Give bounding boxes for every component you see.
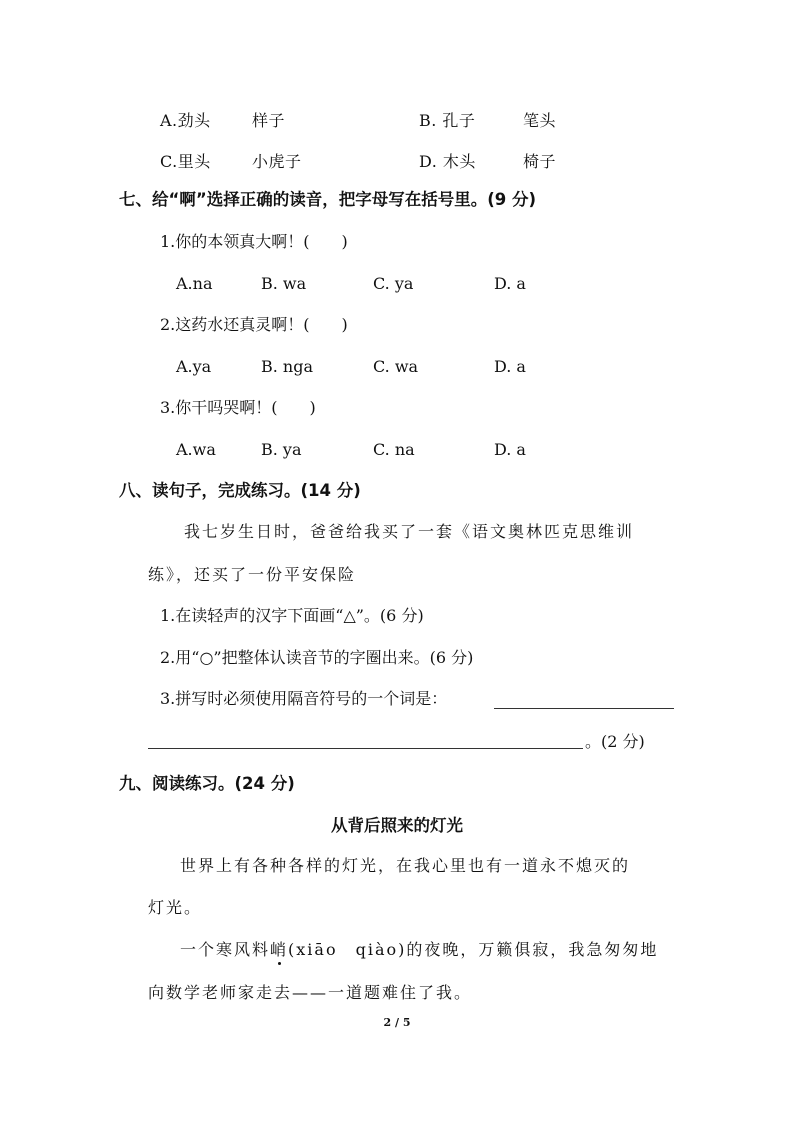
- s7-q3-option-b: B. ya: [261, 440, 302, 459]
- s9-passage-p1-line-2: 灯光。: [148, 898, 203, 917]
- s8-question-1: 1.在读轻声的汉字下面画“△”。(6 分): [160, 606, 424, 625]
- s7-q2-option-c: C. wa: [373, 357, 419, 376]
- s7-q1-option-c: C. ya: [373, 274, 414, 293]
- s7-q1-option-b: B. wa: [261, 274, 307, 293]
- s8-question-2: 2.用“○”把整体认读音节的字圈出来。(6 分): [160, 648, 474, 667]
- s9-passage-p1-line-1: 世界上有各种各样的灯光，在我心里也有一道永不熄灭的: [180, 856, 631, 875]
- emphasis-dot-char: 峭: [270, 940, 289, 959]
- passage-title: 从背后照来的灯光: [331, 816, 463, 835]
- s9-passage-p2-line-1: [180, 940, 658, 960]
- s7-question-3: 3.你干吗哭啊！( ): [160, 398, 316, 417]
- answer-blank-1[interactable]: [494, 708, 674, 709]
- s8-question-3: 3.拼写时必须使用隔音符号的一个词是：: [160, 689, 448, 708]
- s7-q3-option-a: A.wa: [176, 440, 216, 459]
- s7-q3-option-c: C. na: [373, 440, 415, 459]
- s9-p2-text-a: 一个寒风料: [180, 940, 271, 959]
- option-c-word2: 小虎子: [252, 152, 302, 171]
- option-a-word2: 样子: [252, 111, 286, 130]
- option-a: A.劲头: [160, 111, 211, 130]
- s7-q2-option-d: D. a: [494, 357, 526, 376]
- s7-q1-option-a: A.na: [176, 274, 213, 293]
- page-number: 2 / 5: [383, 1016, 411, 1029]
- section-7-heading: 七、给“啊”选择正确的读音，把字母写在括号里。(9 分): [119, 190, 536, 209]
- section-9-heading: 九、阅读练习。(24 分): [119, 774, 295, 793]
- s7-q1-option-d: D. a: [494, 274, 526, 293]
- s8-passage-line-1: 我七岁生日时，爸爸给我买了一套《语文奥林匹克思维训: [184, 522, 635, 541]
- option-d-word2: 椅子: [523, 152, 557, 171]
- section-8-heading: 八、读句子，完成练习。(14 分): [119, 481, 361, 500]
- s7-q2-option-a: A.ya: [176, 357, 212, 376]
- s7-q2-option-b: B. nga: [261, 357, 314, 376]
- option-b-word2: 笔头: [523, 111, 557, 130]
- s7-question-1: 1.你的本领真大啊！( ): [160, 232, 348, 251]
- option-c: C.里头: [160, 152, 211, 171]
- s7-question-2: 2.这药水还真灵啊！( ): [160, 315, 348, 334]
- s9-passage-p2-line-2: 向数学老师家走去——一道题难住了我。: [148, 983, 473, 1002]
- answer-blank-2[interactable]: [148, 748, 583, 749]
- s8-passage-line-2: 练》，还买了一份平安保险: [148, 565, 357, 584]
- s9-p2-text-b: (xiāo qiào)的夜晚，万籁俱寂，我急匆匆地: [288, 940, 659, 959]
- s8-question-3-score: 。(2 分): [585, 732, 645, 751]
- option-b: B. 孔子: [419, 111, 476, 130]
- option-d: D. 木头: [419, 152, 476, 171]
- s7-q3-option-d: D. a: [494, 440, 526, 459]
